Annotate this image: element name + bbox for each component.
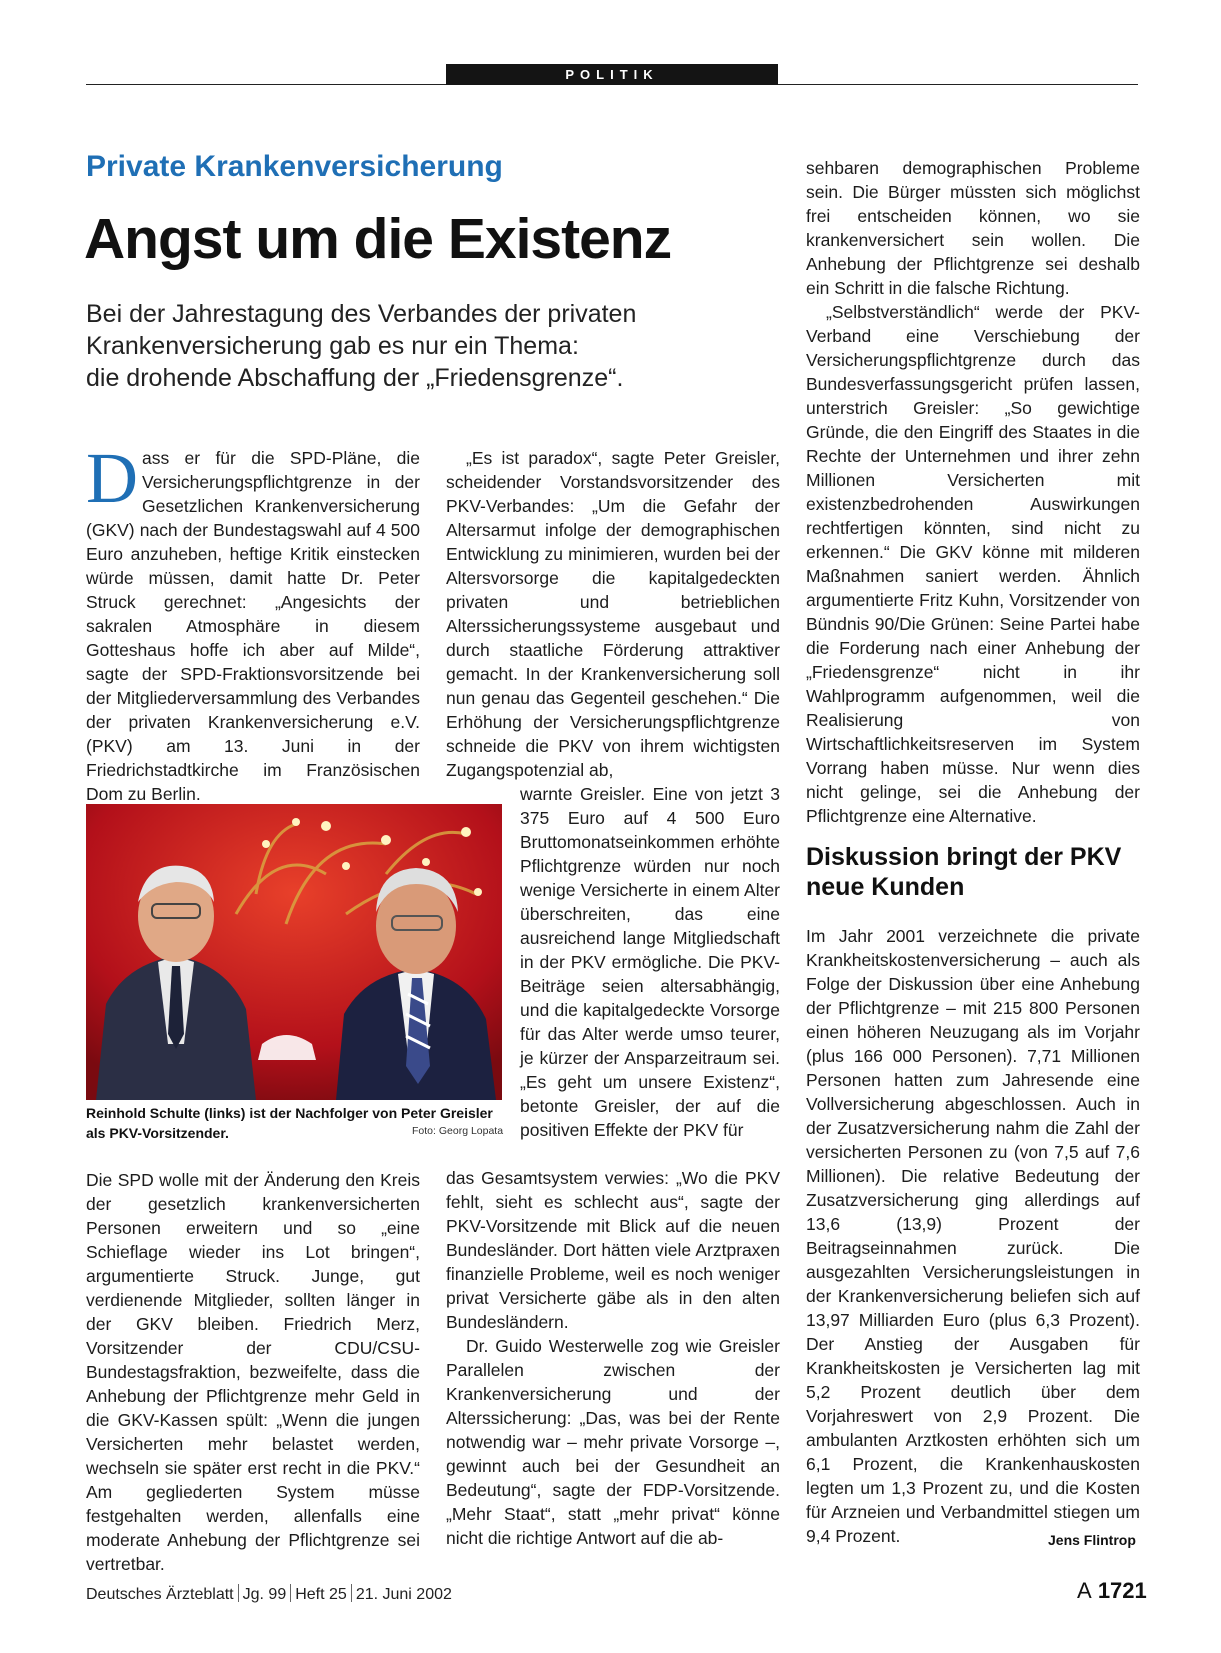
lead-line: Bei der Jahrestagung des Verbandes der privaten [86,300,637,328]
lead-line: die drohende Abschaffung der „Friedensgrenze“. [86,364,624,392]
drop-cap: D [86,438,138,518]
page-number-value: 1721 [1097,1578,1147,1603]
author-byline: Jens Flintrop [1048,1532,1136,1548]
body-paragraph: Dr. Guido Westerwelle zog wie Greisler Parallelen zwischen der Krankenversicherung und der Alterssicherung: „Das, was bei der Rente notwendig war – mehr private Vorsorge –, gewinnt auch bei der Gesundheit an Bedeutung“, sagte der FDP-Vorsitzende. „Mehr Staat“, statt „mehr privat“ könne nicht die richtige Antwort auf die ab- [446,1336,780,1548]
page-number [1077,1578,1147,1604]
footer-divider [351,1584,352,1602]
article-kicker: Private Krankenversicherung [86,150,503,183]
body-paragraph: „Selbstverständlich“ werde der PKV-Verband eine Verschiebung der Versicherungspflichtgrenze durch das Bundesverfassungsgericht prüfen lassen, unterstrich Greisler: „So gewichtige Gründe, die den Eingriff des Staates in die Rechte der Unternehmen und ihrer zehn Millionen Versicherten mit existenzbedrohenden Auswirkungen rechtfertigen könnten, sind nicht zu erkennen.“ Die GKV könne mit milderen Maßnahmen saniert werden. Ähnlich argumentierte Fritz Kuhn, Vorsitzender von Bündnis 90/Die Grünen: Seine Partei habe die Forderung nach einer Anhebung der „Friedensgrenze“ nicht in ihr Wahlprogramm aufgenommen, weil die Realisierung von Wirtschaftlichkeitsreserven im System Vorrang haben müsse. Nur wenn dies nicht gelinge, sei die Anhebung der Pflichtgrenze eine Alternative. [806,302,1140,826]
section-subheading: Diskussion bringt der PKV neue Kunden [806,843,1122,901]
body-column-1-bottom [86,1168,420,1576]
section-label: POLITIK [446,64,778,85]
photo-caption: Reinhold Schulte (links) ist der Nachfolger von Peter Greisler als PKV-Vorsitzender. [86,1105,493,1141]
article-lead [86,298,706,394]
journal-volume: Jg. 99 [242,1586,287,1603]
body-column-1-top [86,438,420,806]
body-paragraph: sehbaren demographischen Probleme sein. Die Bürger müssten sich möglichst frei entscheiden können, wo sie krankenversichert sein wollen. Die Anhebung der Pflichtgrenze sei deshalb ein Schritt in die falsche Richtung. [806,158,1140,298]
lead-line: Krankenversicherung gab es nur ein Thema: [86,332,579,360]
body-column-2-bottom [446,1166,780,1550]
page-prefix: A [1077,1578,1092,1603]
journal-name: Deutsches Ärzteblatt [86,1586,234,1603]
body-column-2-top [446,446,780,782]
body-column-3-bottom [806,924,1140,1548]
body-paragraph: „Es ist paradox“, sagte Peter Greisler, scheidender Vorstandsvorsitzender des PKV-Verbandes: „Um die Gefahr der Altersarmut infolge der demographischen Entwicklung zu minimieren, wurden bei der Altersvorsorge die kapitalgedeckten privaten und betrieblichen Alterssicherungssysteme ausgebaut und durch staatliche Förderung attraktiver gemacht. In der Krankenversicherung soll nun genau das Gegenteil geschehen.“ Die Erhöhung der Versicherungspflichtgrenze schneide die PKV von ihrem wichtigsten Zugangspotenzial ab, [446,448,780,780]
footer-divider [290,1584,291,1602]
photo-credit: Foto: Georg Lopata [412,1125,504,1137]
body-paragraph: ass er für die SPD-Pläne, die Versicherungspflichtgrenze in der Gesetzlichen Krankenversicherung (GKV) nach der Bundestagswahl auf 4 500 Euro anzuheben, heftige Kritik einstecken würde müssen, damit hatte Dr. Peter Struck gerechnet: „Angesichts der sakralen Atmosphäre in diesem Gotteshaus hoffe ich aber auf Milde“, sagte der SPD-Fraktionsvorsitzende bei der Mitgliederversammlung des Verbandes der privaten Krankenversicherung e.V. (PKV) am 13. Juni in der Friedrichstadtkirche im Französischen Dom zu Berlin. [86,448,420,804]
body-paragraph: warnte Greisler. Eine von jetzt 3 375 Euro auf 4 500 Euro Bruttomonatseinkommen erhöhte Pflichtgrenze würden nur noch wenige Versicherte in einem Alter überschreiten, das eine ausreichend lange Mitgliedschaft in der PKV ermögliche. Die PKV-Beiträge seien altersabhängig, und die kapitalgedeckte Vorsorge für das Alter werde umso teurer, je kürzer der Ansparzeitraum sei. „Es geht um unsere Existenz“, betonte Greisler, der auf die positiven Effekte der PKV für [520,784,780,1140]
body-column-2-middle [520,782,780,1142]
body-paragraph: Die SPD wolle mit der Änderung den Kreis der gesetzlich krankenversicherten Personen erweitern und so „eine Schieflage wieder ins Lot bringen“, argumentierte Struck. Junge, gut verdienende Mitglieder, sollten länger in der GKV bleiben. Friedrich Merz, Vorsitzender der CDU/CSU-Bundestagsfraktion, bezweifelte, dass die Anhebung der Pflichtgrenze mehr Geld in die GKV-Kassen spült: „Wenn die jungen Versicherten mehr belastet werden, wechseln sie später erst recht in die PKV.“ Am gegliederten System müsse festgehalten werden, allenfalls eine moderate Anhebung der Pflichtgrenze sei vertretbar. [86,1170,420,1574]
article-photo [86,804,502,1100]
body-paragraph: das Gesamtsystem verwies: „Wo die PKV fehlt, sieht es schlecht aus“, sagte der PKV-Vorsitzende mit Blick auf die neuen Bundesländer. Dort hätten viele Arztpraxen finanzielle Probleme, weil es noch weniger privat Versicherte gäbe als in den alten Bundesländern. [446,1168,780,1332]
journal-date: 21. Juni 2002 [355,1586,452,1603]
article-title: Angst um die Existenz [84,207,672,271]
body-paragraph: Im Jahr 2001 verzeichnete die private Krankheitskostenversicherung – auch als Folge der Diskussion über eine Anhebung der Pflichtgrenze – mit 215 800 Personen einen höheren Neuzugang als im Vorjahr (plus 166 000 Personen). 7,71 Millionen Personen hatten zum Jahresende eine Vollversicherung abgeschlossen. Auch in der Zusatzversicherung nahm die Zahl der versicherten Personen zu (von 7,5 auf 7,6 Millionen). Die relative Bedeutung der Zusatzversicherung ging allerdings auf 13,6 (13,9) Prozent der Beitragseinnahmen zurück. Die ausgezahlten Versicherungsleistungen in der Krankenversicherung beliefen sich auf 13,97 Milliarden Euro (plus 6,3 Prozent). Der Anstieg der Ausgaben für Krankheitskosten je Versicherten lag mit 5,2 Prozent deutlich über dem Vorjahreswert von 2,9 Prozent. Die ambulanten Arztkosten erhöhten sich um 6,1 Prozent, die Krankenhauskosten legten um 1,3 Prozent zu, und die Kosten für Arzneien und Verbandmittel stiegen um 9,4 Prozent. [806,926,1140,1546]
footer-divider [238,1584,239,1602]
journal-issue: Heft 25 [295,1586,347,1603]
page-footer [86,1584,452,1604]
body-column-3-top [806,156,1140,828]
